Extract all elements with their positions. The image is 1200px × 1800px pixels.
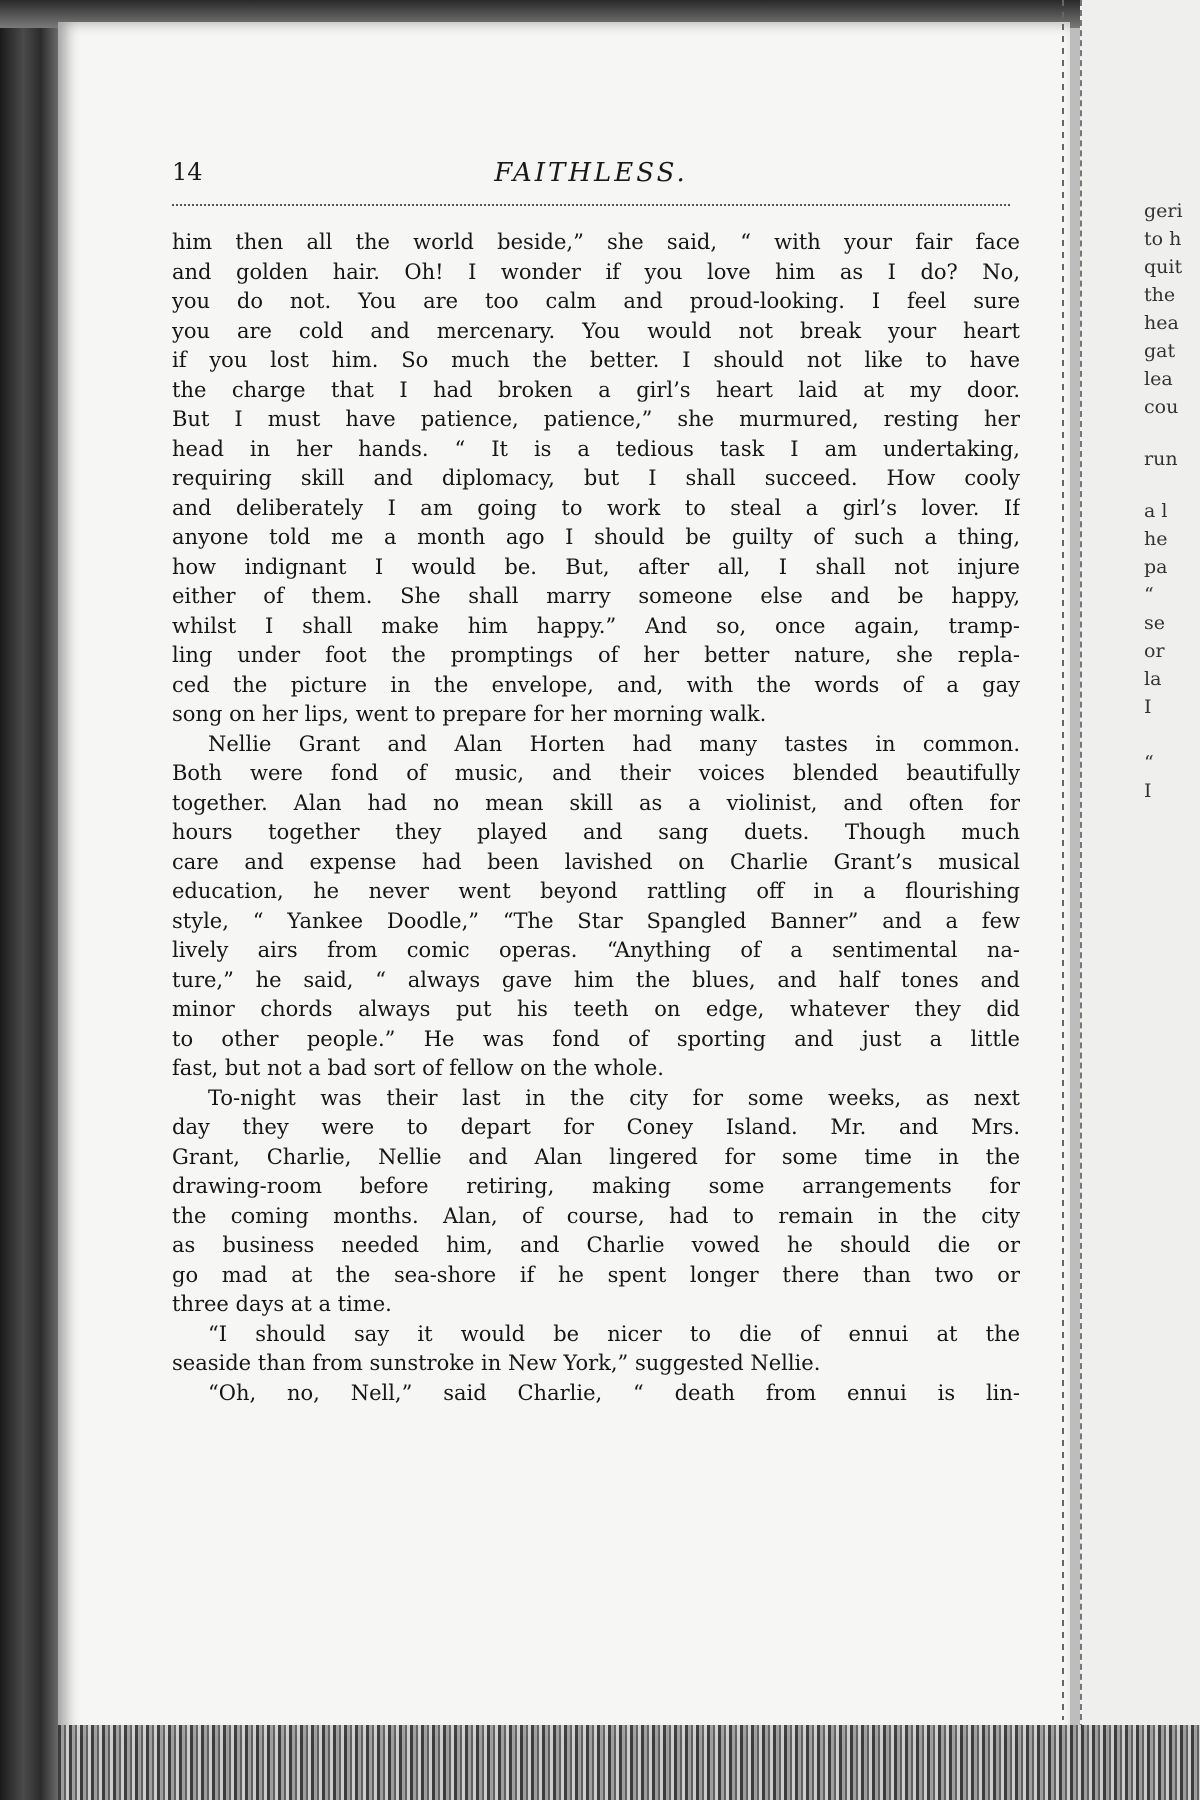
text-line: whilst I shall make him happy.” And so, once again, tramp- xyxy=(172,613,1020,638)
text-line: Both were fond of music, and their voices blended beautifully xyxy=(172,761,1020,785)
text-line: if you lost him. So much the better. I should not like to have xyxy=(172,348,1020,372)
page-header xyxy=(172,158,1010,192)
text-line: day they were to depart for Coney Island. Mr. and Mrs. xyxy=(172,1115,1020,1139)
text-line: education, he never went beyond rattling off in a flourishing xyxy=(172,879,1020,903)
text-line: seaside than from sunstroke in New York,” suggested Nellie. xyxy=(172,1351,821,1375)
facing-page-fragment: I xyxy=(1144,780,1152,802)
facing-page-fragment: hea xyxy=(1144,312,1179,334)
book-binding xyxy=(0,0,58,1800)
facing-page-fragment: geri xyxy=(1144,200,1183,222)
facing-page-fragment: a l xyxy=(1144,500,1168,522)
text-line: ced the picture in the envelope, and, with the words of a gay xyxy=(172,672,1020,697)
text-line: “I should say it would be nicer to die of ennui at the xyxy=(208,1321,1020,1346)
text-line: as business needed him, and Charlie vowed he should die or xyxy=(172,1233,1020,1257)
facing-page-fragment: gat xyxy=(1144,340,1176,362)
text-line: lively airs from comic operas. “Anything of a sentimental na- xyxy=(172,938,1020,962)
facing-page-fragment: la xyxy=(1144,668,1162,690)
scan-bottom-edge xyxy=(58,1725,1200,1800)
text-line: song on her lips, went to prepare for her morning walk. xyxy=(172,702,767,726)
text-line: how indignant I would be. But, after all, I shall not injure xyxy=(172,554,1020,579)
text-line: But I must have patience, patience,” she murmured, resting her xyxy=(172,407,1020,431)
facing-page-fragment: lea xyxy=(1144,368,1173,390)
text-line: style, “ Yankee Doodle,” “The Star Spangled Banner” and a few xyxy=(172,908,1020,933)
facing-page-fragment: run xyxy=(1144,448,1178,470)
text-line: together. Alan had no mean skill as a violinist, and often for xyxy=(172,790,1020,815)
text-line: Nellie Grant and Alan Horten had many tastes in common. xyxy=(208,731,1020,756)
text-line: and golden hair. Oh! I wonder if you love him as I do? No, xyxy=(172,259,1020,284)
text-line: you are cold and mercenary. You would not break your heart xyxy=(172,318,1020,343)
text-line: fast, but not a bad sort of fellow on the whole. xyxy=(172,1056,664,1080)
text-line: requiring skill and diplomacy, but I shall succeed. How cooly xyxy=(172,466,1020,490)
running-title: FAITHLESS. xyxy=(494,158,688,188)
text-line: head in her hands. “ It is a tedious task I am undertaking, xyxy=(172,436,1020,461)
facing-page-fragment: he xyxy=(1144,528,1168,550)
facing-page-fragment: pa xyxy=(1144,556,1168,578)
text-line: him then all the world beside,” she said, “ with your fair face xyxy=(172,230,1020,254)
page-number: 14 xyxy=(172,158,203,186)
facing-page-fragment: cou xyxy=(1144,396,1179,418)
text-line: go mad at the sea-shore if he spent longer there than two or xyxy=(172,1262,1020,1287)
text-line: “Oh, no, Nell,” said Charlie, “ death from ennui is lin- xyxy=(208,1380,1020,1405)
facing-page-fragment: se xyxy=(1144,612,1165,634)
text-line: to other people.” He was fond of sporting and just a little xyxy=(172,1026,1020,1051)
text-line: and deliberately I am going to work to steal a girl’s lover. If xyxy=(172,495,1020,520)
text-line: the charge that I had broken a girl’s heart laid at my door. xyxy=(172,377,1020,402)
facing-page-fragment: “ xyxy=(1144,584,1154,606)
page-gutter xyxy=(1062,0,1064,1720)
facing-page-fragment: or xyxy=(1144,640,1165,662)
text-line: care and expense had been lavished on Charlie Grant’s musical xyxy=(172,849,1020,874)
text-line: Grant, Charlie, Nellie and Alan lingered for some time in the xyxy=(172,1144,1020,1169)
facing-page-fragment: I xyxy=(1144,696,1152,718)
text-line: minor chords always put his teeth on edge, whatever they did xyxy=(172,997,1020,1021)
text-line: drawing-room before retiring, making some arrangements for xyxy=(172,1174,1020,1198)
text-line: three days at a time. xyxy=(172,1292,392,1316)
text-line: ture,” he said, “ always gave him the blues, and half tones and xyxy=(172,967,1020,992)
header-rule xyxy=(172,204,1010,206)
facing-page-fragment: “ xyxy=(1144,752,1154,774)
text-line: To-night was their last in the city for some weeks, as next xyxy=(208,1085,1020,1110)
text-line: the coming months. Alan, of course, had to remain in the city xyxy=(172,1203,1020,1228)
facing-page-fragment: to h xyxy=(1144,228,1182,250)
text-line: ling under foot the promptings of her better nature, she repla- xyxy=(172,643,1020,667)
facing-page-fragment: quit xyxy=(1144,256,1183,278)
text-line: either of them. She shall marry someone else and be happy, xyxy=(172,584,1020,608)
facing-page-fragment: the xyxy=(1144,284,1176,306)
text-line: hours together they played and sang duets. Though much xyxy=(172,820,1020,844)
facing-page xyxy=(1080,0,1200,1730)
body-text xyxy=(172,228,1020,1408)
text-line: you do not. You are too calm and proud-looking. I feel sure xyxy=(172,289,1020,313)
text-line: anyone told me a month ago I should be guilty of such a thing, xyxy=(172,525,1020,549)
